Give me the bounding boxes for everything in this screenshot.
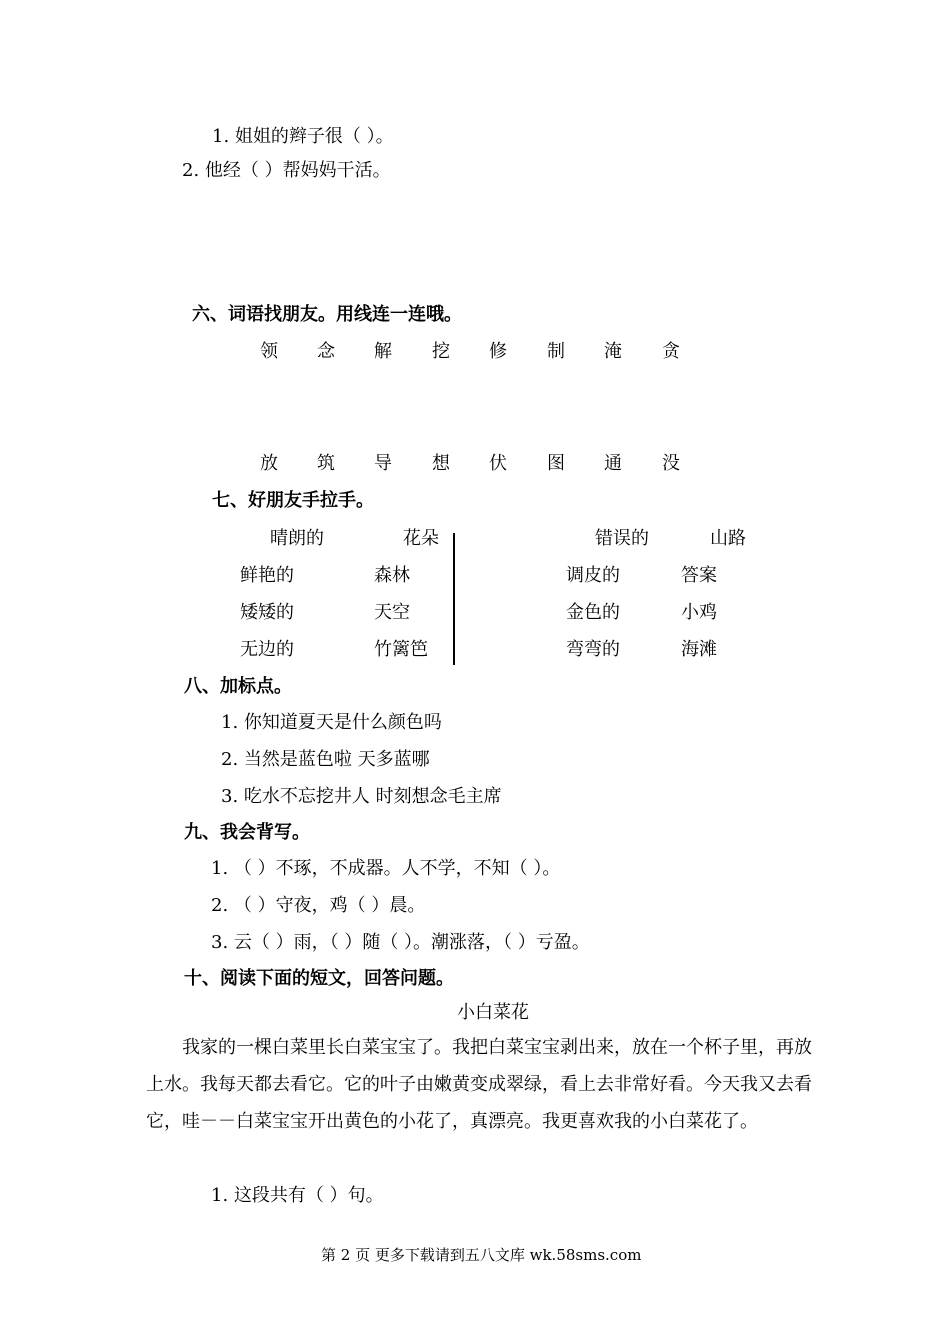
pair-right-noun: 小鸡: [681, 602, 717, 623]
punct-item-1: 1. 你知道夏天是什么颜色吗: [221, 712, 442, 733]
word-top: 制: [547, 341, 565, 362]
word-top: 挖: [432, 341, 450, 362]
punct-item-2: 2. 当然是蓝色啦 天多蓝哪: [221, 749, 430, 770]
recite-item-2: 2. （ ）守夜，鸡（ ）晨。: [211, 895, 426, 916]
divider-line: [453, 533, 455, 665]
pair-right-adj: 错误的: [595, 528, 649, 549]
story-text: 我家的一棵白菜里长白菜宝宝了。我把白菜宝宝剥出来，放在一个杯子里，再放上水。我每天都去看它。它的叶子由嫩黄变成翠绿，看上去非常好看。今天我又去看它，哇－－白菜宝宝开出黄色的小花了，真漂亮。我更喜欢我的小白菜花了。: [146, 1037, 812, 1132]
word-top: 解: [374, 341, 392, 362]
pair-left-noun: 竹篱笆: [374, 639, 428, 660]
pair-right-noun: 答案: [681, 565, 717, 586]
story-paragraph: [146, 1029, 826, 1140]
story-title: 小白菜花: [457, 1002, 529, 1023]
pair-left-noun: 森林: [374, 565, 410, 586]
q5-item-2: 2. 他经（ ）帮妈妈干活。: [182, 160, 391, 181]
q5-item-1: 1. 姐姐的辫子很（ ）。: [212, 126, 394, 147]
word-top: 修: [489, 341, 507, 362]
pair-left-adj: 无边的: [240, 639, 294, 660]
section-7-title: 七、好朋友手拉手。: [212, 490, 374, 511]
recite-item-1: 1. （ ）不琢，不成器。人不学，不知（ ）。: [211, 858, 561, 879]
pair-left-adj: 晴朗的: [270, 528, 324, 549]
word-bottom: 放: [260, 453, 278, 474]
pair-right-noun: 海滩: [681, 639, 717, 660]
section-8-title: 八、加标点。: [184, 676, 292, 697]
pair-left-noun: 天空: [374, 602, 410, 623]
pair-right-adj: 调皮的: [566, 565, 620, 586]
word-bottom: 没: [662, 453, 680, 474]
pair-right-noun: 山路: [710, 528, 746, 549]
word-bottom: 通: [604, 453, 622, 474]
pair-right-adj: 金色的: [566, 602, 620, 623]
word-top: 淹: [604, 341, 622, 362]
word-top: 领: [260, 341, 278, 362]
section-9-title: 九、我会背写。: [184, 822, 310, 843]
punct-item-3: 3. 吃水不忘挖井人 时刻想念毛主席: [221, 786, 502, 807]
pair-left-noun: 花朵: [403, 528, 439, 549]
section-10-title: 十、阅读下面的短文，回答问题。: [184, 968, 454, 989]
word-bottom: 伏: [489, 453, 507, 474]
word-bottom: 图: [547, 453, 565, 474]
word-top: 贪: [662, 341, 680, 362]
pair-right-adj: 弯弯的: [566, 639, 620, 660]
reading-question-1: 1. 这段共有（ ）句。: [211, 1185, 384, 1206]
recite-item-3: 3. 云（ ）雨，（ ）随（ ）。潮涨落，（ ）亏盈。: [211, 932, 590, 953]
word-bottom: 导: [374, 453, 392, 474]
pair-left-adj: 矮矮的: [240, 602, 294, 623]
page-footer: 第 2 页 更多下载请到五八文库 wk.58sms.com: [321, 1246, 642, 1264]
word-bottom: 筑: [317, 453, 335, 474]
section-6-title: 六、词语找朋友。用线连一连哦。: [192, 304, 462, 325]
word-top: 念: [317, 341, 335, 362]
word-bottom: 想: [432, 453, 450, 474]
pair-left-adj: 鲜艳的: [240, 565, 294, 586]
